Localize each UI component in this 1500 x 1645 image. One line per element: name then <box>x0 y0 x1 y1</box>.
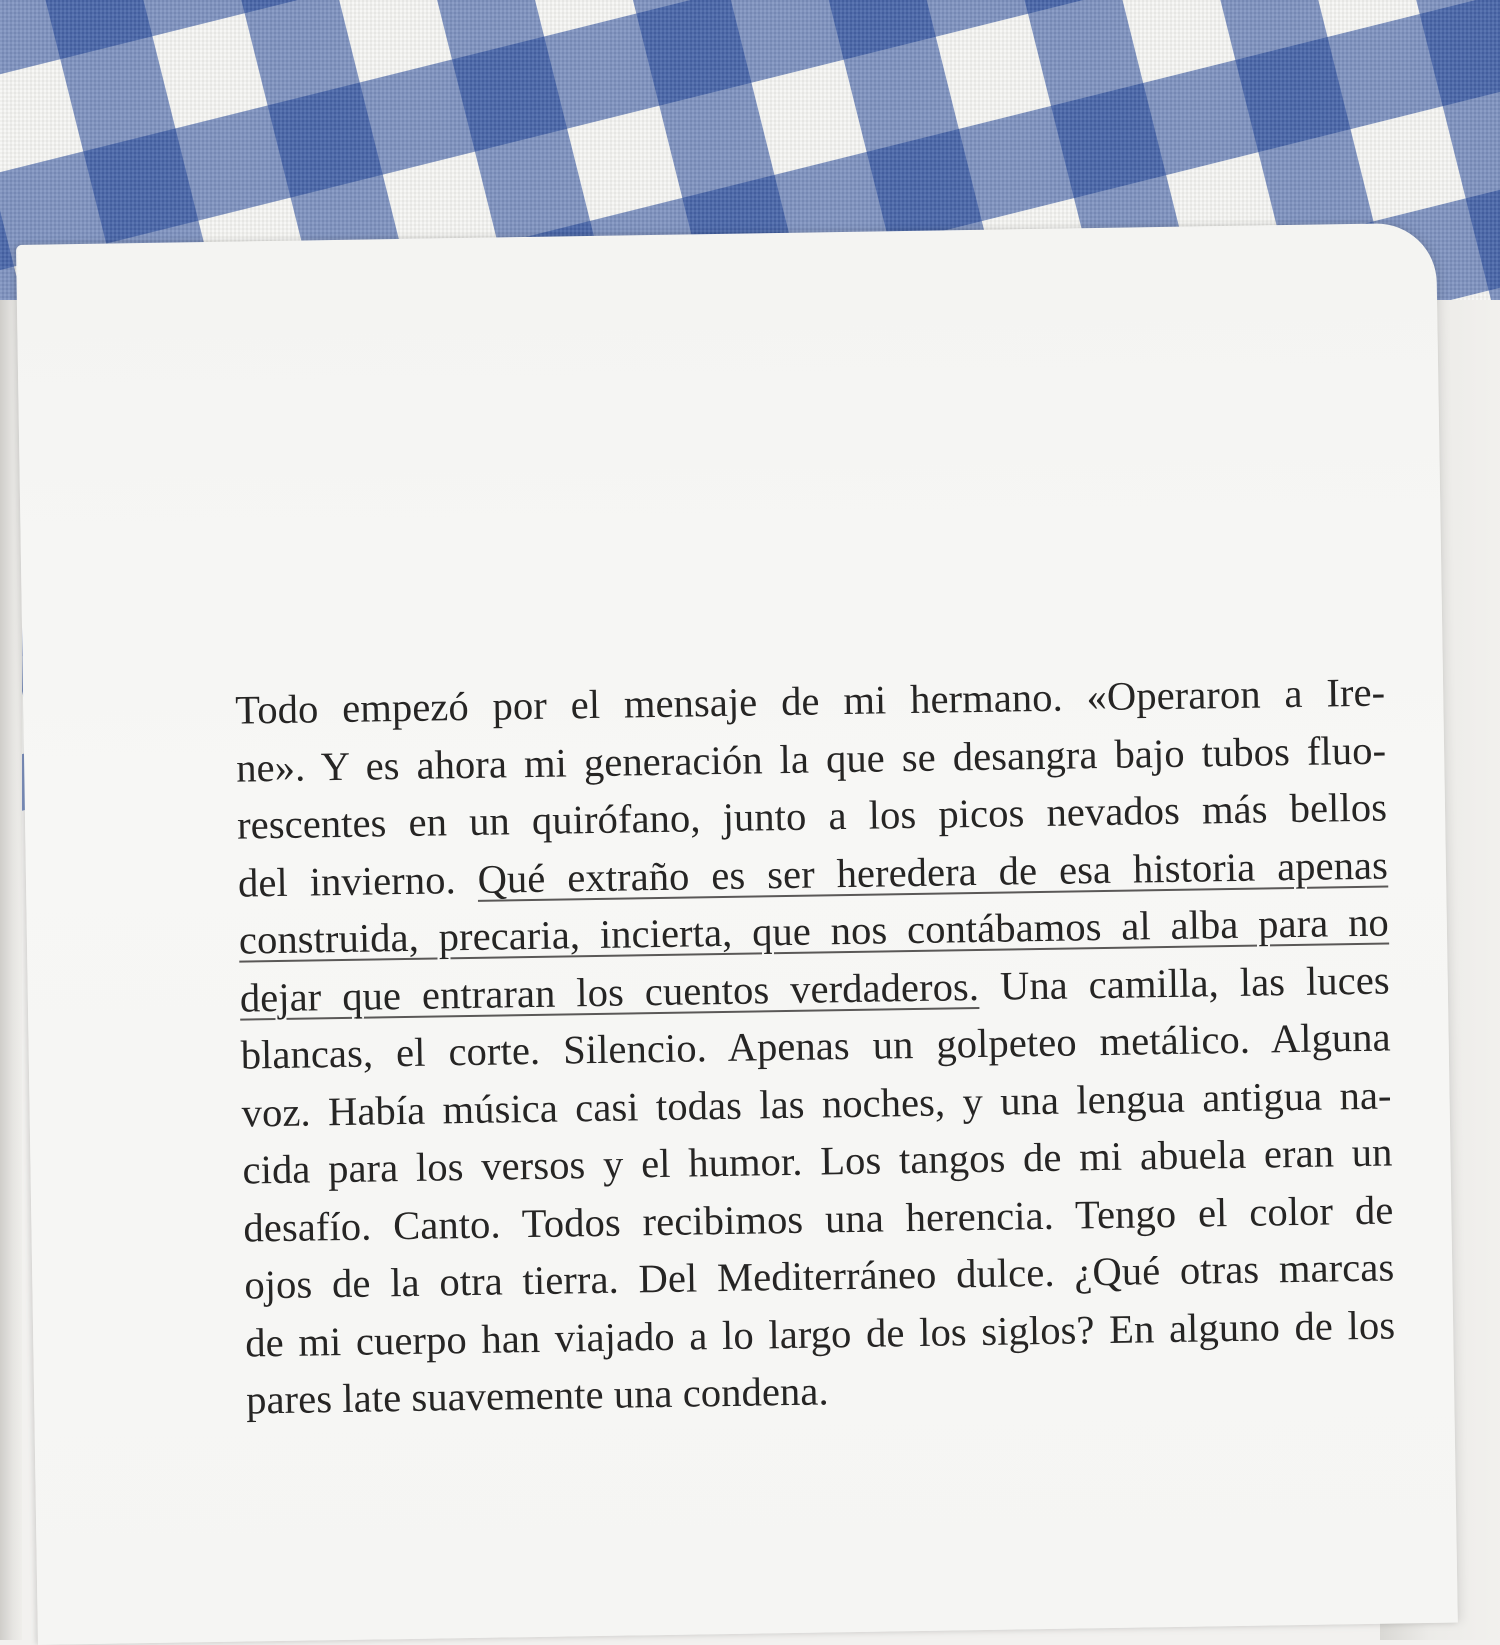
underlined-passage-part-2: construida, precaria, incierta, que nos contábamos al alba para no <box>238 899 1390 963</box>
book-page <box>16 223 1458 1645</box>
text-line-13: pares late suavemente una condena. <box>245 1368 829 1423</box>
text-line-4-start: del invierno. <box>237 856 478 906</box>
paragraph <box>235 664 1397 1429</box>
text-line-11: ojos de la otra tierra. Del Mediterráneo dulce. ¿Qué otras marcas <box>244 1244 1395 1308</box>
text-line-8: voz. Había música casi todas las noches, y una lengua antigua na- <box>241 1072 1392 1136</box>
text-line-7: blancas, el corte. Silencio. Apenas un golpeteo metálico. Alguna <box>240 1014 1391 1078</box>
text-line-10: desafío. Canto. Todos recibimos una herencia. Tengo el color de <box>243 1186 1394 1251</box>
text-line-6-end: Una camilla, las luces <box>978 957 1391 1009</box>
text-line-2: ne». Y es ahora mi generación la que se desangra bajo tubos fluo- <box>235 727 1387 791</box>
underlined-passage-part-3: dejar que entraran los cuentos verdaderos. <box>239 963 980 1021</box>
text-line-3: rescentes en un quirófano, junto a los picos nevados más bellos <box>236 784 1388 848</box>
underlined-passage-part-1: Qué extraño es ser heredera de esa historia apenas <box>477 842 1389 902</box>
text-line-1: Todo empezó por el mensaje de mi hermano. «Operaron a Ire- <box>234 669 1386 733</box>
text-line-9: cida para los versos y el humor. Los tangos de mi abuela eran un <box>242 1129 1393 1193</box>
text-line-12: de mi cuerpo han viajado a lo largo de los siglos? En alguno de los <box>244 1301 1396 1366</box>
book-left-edge <box>0 300 22 1640</box>
